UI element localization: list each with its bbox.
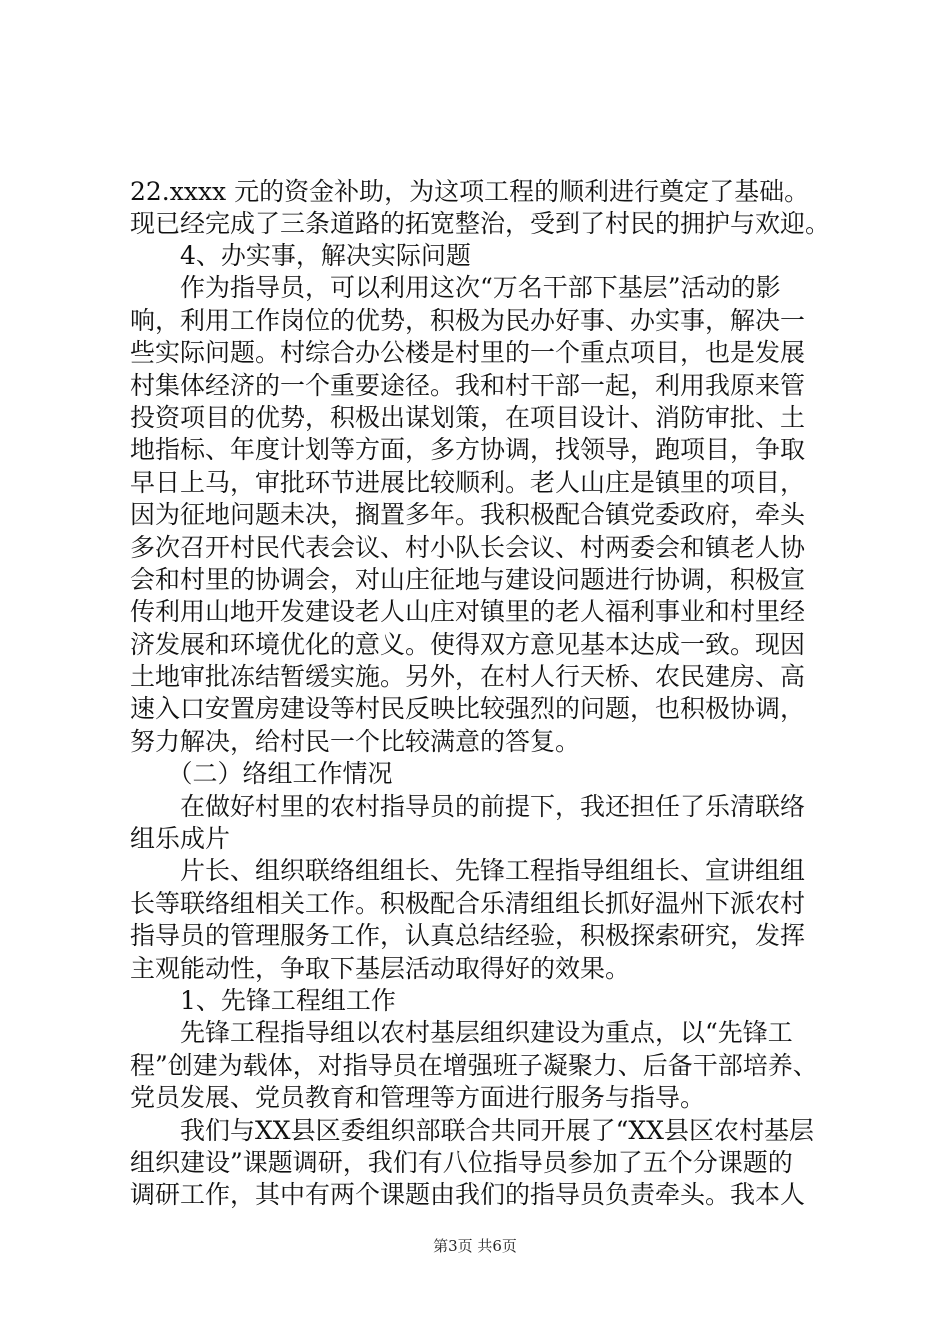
text-line: 1、先锋工程组工作: [130, 985, 396, 1015]
text-line: 济发展和环境优化的意义。使得双方意见基本达成一致。现因: [130, 629, 806, 659]
text-line: 多次召开村民代表会议、村小队长会议、村两委会和镇老人协: [130, 532, 806, 562]
text-line: 作为指导员，可以利用这次“万名干部下基层”活动的影: [130, 273, 781, 303]
text-line: 村集体经济的一个重要途径。我和村干部一起，利用我原来管: [130, 370, 806, 400]
text-line: 土地审批冻结暂缓实施。另外，在村人行天桥、农民建房、高: [130, 662, 806, 692]
text-line: 长等联络组相关工作。积极配合乐清组组长抓好温州下派农村: [130, 888, 806, 918]
text-line: 现已经完成了三条道路的拓宽整治，受到了村民的拥护与欢迎。: [130, 209, 831, 239]
text-line: 党员发展、党员教育和管理等方面进行服务与指导。: [130, 1083, 706, 1113]
paragraph-main: [130, 240, 840, 1212]
text-line: 在做好村里的农村指导员的前提下，我还担任了乐清联络: [130, 791, 806, 821]
text-line: 4、办实事，解决实际问题: [130, 241, 471, 270]
text-line: 传利用山地开发建设老人山庄对镇里的老人福利事业和村里经: [130, 597, 806, 627]
text-line: 速入口安置房建设等村民反映比较强烈的问题，也积极协调，: [130, 694, 806, 724]
text-line: （二）络组工作情况: [130, 759, 393, 789]
page-footer: 第3页 共6页: [433, 1237, 517, 1255]
text-line: 主观能动性，争取下基层活动取得好的效果。: [130, 953, 631, 983]
text-line: 投资项目的优势，积极出谋划策，在项目设计、消防审批、土: [130, 402, 806, 432]
text-line: 组乐成片: [130, 824, 231, 854]
text-line: 会和村里的协调会，对山庄征地与建设问题进行协调，积极宣: [130, 564, 806, 594]
text-line: 响，利用工作岗位的优势，积极为民办好事、办实事，解决一: [130, 305, 806, 335]
text-line: 22.xxxx 元的资金补助，为这项工程的顺利进行奠定了基础。: [130, 177, 810, 206]
text-line: 先锋工程指导组以农村基层组织建设为重点，以“先锋工: [130, 1018, 793, 1048]
paragraph-top: [130, 176, 840, 241]
text-line: 片长、组织联络组组长、先锋工程指导组组长、宣讲组组: [130, 856, 806, 886]
text-line: 指导员的管理服务工作，认真总结经验，积极探索研究，发挥: [130, 921, 806, 951]
text-line: 程”创建为载体，对指导员在增强班子凝聚力、后备干部培养、: [130, 1050, 818, 1080]
text-line: 些实际问题。村综合办公楼是村里的一个重点项目，也是发展: [130, 338, 806, 368]
text-line: 因为征地问题未决，搁置多年。我积极配合镇党委政府，牵头: [130, 500, 806, 530]
text-line: 组织建设”课题调研，我们有八位指导员参加了五个分课题的: [130, 1147, 793, 1177]
text-line: 早日上马，审批环节进展比较顺利。老人山庄是镇里的项目，: [130, 467, 806, 497]
text-line: 努力解决，给村民一个比较满意的答复。: [130, 726, 581, 756]
text-line: 我们与XX县区委组织部联合共同开展了“XX县区农村基层: [130, 1115, 814, 1145]
text-line: 地指标、年度计划等方面，多方协调，找领导，跑项目，争取: [130, 435, 806, 465]
text-line: 调研工作，其中有两个课题由我们的指导员负责牵头。我本人: [130, 1180, 806, 1210]
